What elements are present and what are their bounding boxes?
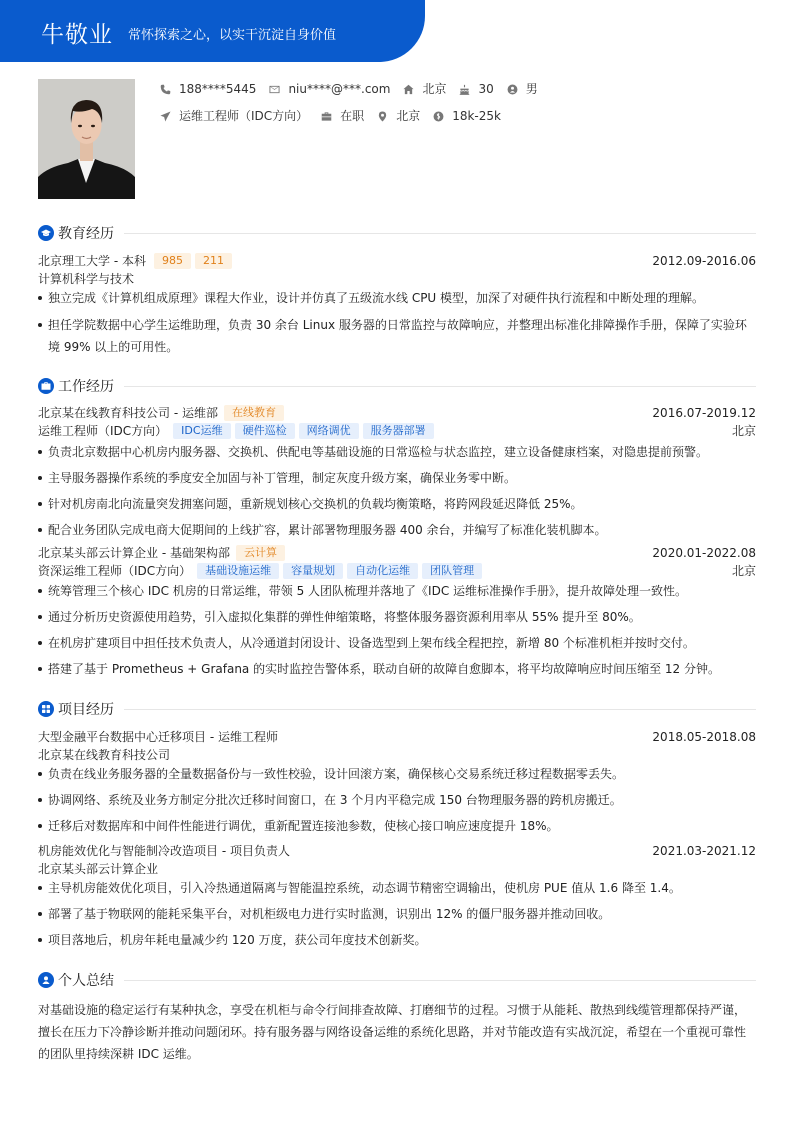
send-icon xyxy=(160,111,171,122)
cake-icon xyxy=(459,84,470,95)
work-city-item xyxy=(377,107,420,125)
school-name: 北京理工大学 - 本科 xyxy=(38,254,146,268)
status-item xyxy=(321,107,364,125)
education-major-row xyxy=(38,271,756,287)
gender-item xyxy=(507,80,538,98)
project-bullet: 部署了基于物联网的能耗采集平台，对机柜级电力进行实时监测，识别出 12% 的僵尸服务器并推动回收。 xyxy=(38,903,756,925)
target-role-item xyxy=(160,107,308,125)
job-bullet: 主导服务器操作系统的季度安全加固与补丁管理，制定灰度升级方案，确保业务零中断。 xyxy=(38,467,756,489)
section-projects-label: 项目经历 xyxy=(58,702,114,718)
phone-text: 188****5445 xyxy=(179,82,257,96)
summary-line: 对基础设施的稳定运行有某种执念，享受在机柜与命令行间排查故障、打磨细节的过程。习惯于从能耗、散热到线缆管理都保持严谨， xyxy=(38,1003,747,1017)
job-header xyxy=(38,405,756,421)
graduation-cap-icon xyxy=(38,225,54,241)
job-bullet: 配合业务团队完成电商大促期间的上线扩容，累计部署物理服务器 400 余台，并编写了标准化装机脚本。 xyxy=(38,519,756,541)
job-date: 2020.01-2022.08 xyxy=(652,546,756,560)
project-date: 2021.03-2021.12 xyxy=(652,844,756,858)
skill-tag: 基础设施运维 xyxy=(197,563,279,579)
profile-photo xyxy=(38,79,135,199)
job-role-row xyxy=(38,423,756,439)
skill-tag: 团队管理 xyxy=(422,563,482,579)
skill-tag: 容量规划 xyxy=(283,563,343,579)
summary-text xyxy=(38,999,756,1065)
project-org: 北京某头部云计算企业 xyxy=(38,862,159,876)
project-org: 北京某在线教育科技公司 xyxy=(38,748,171,762)
divider xyxy=(124,233,756,234)
section-work xyxy=(38,376,756,396)
industry-tag: 云计算 xyxy=(236,545,285,561)
skill-tag: 服务器部署 xyxy=(363,423,434,439)
job-bullet: 在机房扩建项目中担任技术负责人，从冷通道封闭设计、设备选型到上架布线全程把控，新增 80 个标准机柜并按时交付。 xyxy=(38,632,756,654)
job-bullet: 搭建了基于 Prometheus + Grafana 的实时监控告警体系，联动自研的故障自愈脚本，将平均故障响应时间压缩至 12 分钟。 xyxy=(38,658,756,680)
project-header xyxy=(38,729,756,745)
money-icon xyxy=(433,111,444,122)
divider xyxy=(124,386,756,387)
home-icon xyxy=(403,84,414,95)
salary-text: 18k-25k xyxy=(452,109,501,123)
contact-row-2 xyxy=(160,107,514,125)
summary-line: 的团队里持续深耕 IDC 运维。 xyxy=(38,1047,199,1061)
section-projects xyxy=(38,699,756,719)
job-date: 2016.07-2019.12 xyxy=(652,406,756,420)
school-tag: 985 xyxy=(154,253,191,269)
mail-icon xyxy=(269,84,280,95)
education-bullet: 独立完成《计算机组成原理》课程大作业，设计并仿真了五级流水线 CPU 模型，加深了对硬件执行流程和中断处理的理解。 xyxy=(38,287,756,309)
contact-row-1 xyxy=(160,80,551,98)
phone-item xyxy=(160,80,256,98)
industry-tag: 在线教育 xyxy=(224,405,284,421)
candidate-name: 牛敬业 xyxy=(41,22,113,48)
school-tag: 211 xyxy=(195,253,232,269)
project-bullet: 负责在线业务服务器的全量数据备份与一致性校验，设计回滚方案，确保核心交易系统迁移过程数据零丢失。 xyxy=(38,763,756,785)
project-org-row xyxy=(38,747,756,763)
education-date: 2012.09-2016.06 xyxy=(652,254,756,268)
project-title: 大型金融平台数据中心迁移项目 - 运维工程师 xyxy=(38,730,278,744)
user-icon xyxy=(38,972,54,988)
project-bullet: 项目落地后，机房年耗电量减少约 120 万度，获公司年度技术创新奖。 xyxy=(38,929,756,951)
target-role-text: 运维工程师（IDC方向） xyxy=(179,109,309,123)
email-text: niu****@***.com xyxy=(288,82,391,96)
city-item xyxy=(403,80,446,98)
major: 计算机科学与技术 xyxy=(38,272,135,286)
phone-icon xyxy=(160,84,171,95)
divider xyxy=(124,980,756,981)
education-header xyxy=(38,253,756,269)
project-title: 机房能效优化与智能制冷改造项目 - 项目负责人 xyxy=(38,844,290,858)
project-date: 2018.05-2018.08 xyxy=(652,730,756,744)
job-role-row xyxy=(38,563,756,579)
section-summary xyxy=(38,970,756,990)
job-role: 资深运维工程师（IDC方向） xyxy=(38,564,192,578)
skill-tag: 网络调优 xyxy=(299,423,359,439)
briefcase-icon xyxy=(38,378,54,394)
education-bullet: 担任学院数据中心学生运维助理，负责 30 余台 Linux 服务器的日常监控与故障响应，并整理出标准化排障操作手册，保障了实验环境 99% 以上的可用性。 xyxy=(38,314,756,358)
email-item xyxy=(269,80,390,98)
age-text: 30 xyxy=(478,82,494,96)
briefcase-icon xyxy=(321,111,332,122)
job-bullet: 通过分析历史资源使用趋势，引入虚拟化集群的弹性伸缩策略，将整体服务器资源利用率从 55% 提升至 80%。 xyxy=(38,606,756,628)
project-bullet: 协调网络、系统及业务方制定分批次迁移时间窗口，在 3 个月内平稳完成 150 台物理服务器的跨机房搬迁。 xyxy=(38,789,756,811)
section-summary-label: 个人总结 xyxy=(58,973,114,989)
city-text: 北京 xyxy=(422,82,447,96)
grid-icon xyxy=(38,701,54,717)
gender-text: 男 xyxy=(525,82,538,96)
status-text: 在职 xyxy=(340,109,365,123)
project-org-row xyxy=(38,861,756,877)
divider xyxy=(124,709,756,710)
project-bullet: 迁移后对数据库和中间件性能进行调优，重新配置连接池参数，使核心接口响应速度提升 18%。 xyxy=(38,815,756,837)
job-bullet: 负责北京数据中心机房内服务器、交换机、供配电等基础设施的日常巡检与状态监控，建立设备健康档案，对隐患提前预警。 xyxy=(38,441,756,463)
project-bullet: 主导机房能效优化项目，引入冷热通道隔离与智能温控系统，动态调节精密空调输出，使机房 PUE 值从 1.6 降至 1.4。 xyxy=(38,877,756,899)
gender-icon xyxy=(507,84,518,95)
company-name: 北京某头部云计算企业 - 基础架构部 xyxy=(38,546,230,560)
motto: 常怀探索之心，以实干沉淀自身价值 xyxy=(128,28,337,43)
section-education-label: 教育经历 xyxy=(58,226,114,242)
company-name: 北京某在线教育科技公司 - 运维部 xyxy=(38,406,218,420)
job-city: 北京 xyxy=(731,424,756,438)
location-icon xyxy=(377,111,388,122)
job-bullet: 统筹管理三个核心 IDC 机房的日常运维，带领 5 人团队梳理并落地了《IDC 运维标准操作手册》，提升故障处理一致性。 xyxy=(38,580,756,602)
job-bullet: 针对机房南北向流量突发拥塞问题，重新规划核心交换机的负载均衡策略，将跨网段延迟降低 25%。 xyxy=(38,493,756,515)
summary-line: 擅长在压力下冷静诊断并推动问题闭环。持有服务器与网络设备运维的系统化思路，并对节能改造有实战沉淀，希望在一个重视可靠性 xyxy=(38,1025,747,1039)
age-item xyxy=(459,80,493,98)
project-header xyxy=(38,843,756,859)
job-role: 运维工程师（IDC方向） xyxy=(38,424,168,438)
section-work-label: 工作经历 xyxy=(58,379,114,395)
skill-tag: 自动化运维 xyxy=(347,563,418,579)
skill-tag: 硬件巡检 xyxy=(235,423,295,439)
section-education xyxy=(38,223,756,243)
skill-tag: IDC运维 xyxy=(173,423,230,439)
job-city: 北京 xyxy=(731,564,756,578)
work-city-text: 北京 xyxy=(396,109,421,123)
job-header xyxy=(38,545,756,561)
salary-item xyxy=(433,107,501,125)
